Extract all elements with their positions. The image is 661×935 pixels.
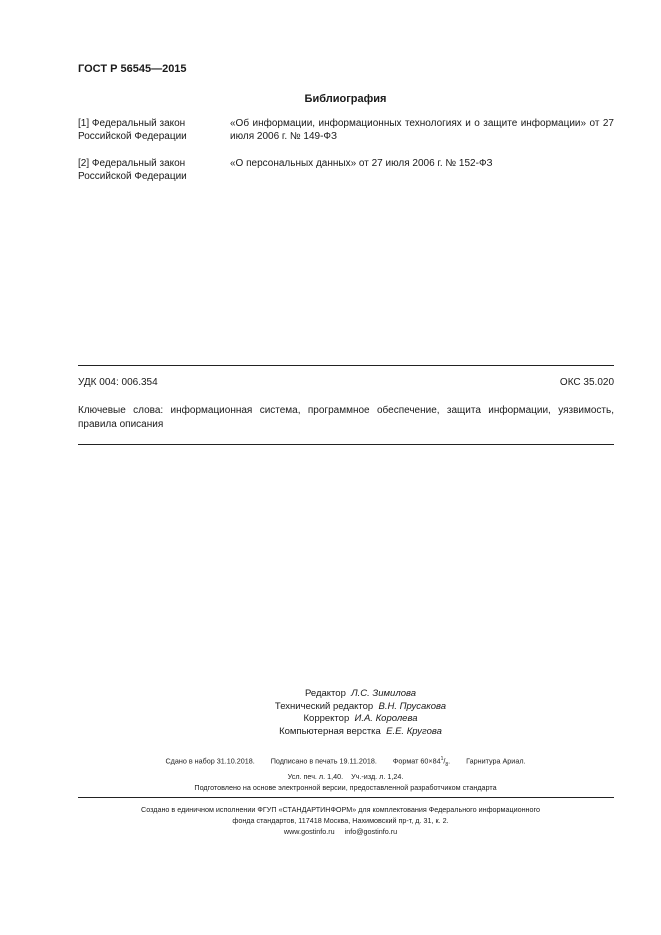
typeface: Гарнитура Ариал. (466, 756, 526, 766)
bibliography-entry-1-text: «Об информации, информационных технологиях и о защите информации» от 27 июля 2006 г. № 149-ФЗ (230, 118, 614, 142)
imprint-prepared: Подготовлено на основе электронной версии, предоставленной разработчиком стандарта (194, 782, 497, 792)
entry-source-type: Федеральный закон (91, 118, 186, 129)
credit-role: Корректор (303, 713, 350, 724)
credit-name: И.А. Королева (354, 713, 418, 724)
format-numerator: 1 (440, 756, 444, 762)
entry-source-type: Федеральный закон (91, 158, 186, 169)
bibliography-entry-2-text: «О персональных данных» от 27 июля 2006 г. № 152-ФЗ (230, 158, 493, 169)
credit-layout (60, 726, 661, 739)
bibliography-entry-2-source (78, 157, 208, 183)
oks-code: ОКС 35.020 (559, 377, 614, 388)
entry-number: [2] (78, 158, 90, 169)
format: Формат 60×84 (392, 756, 441, 766)
entry-number: [1] (78, 118, 90, 129)
credit-role: Компьютерная верстка (279, 725, 381, 737)
print-sheets: Усл. печ. л. 1,40. (287, 771, 344, 781)
credit-name: В.Н. Прусакова (378, 700, 447, 712)
publisher-info (0, 804, 661, 837)
credits (0, 688, 661, 738)
publisher-contacts (20, 826, 661, 837)
credit-role: Редактор (304, 688, 346, 699)
imprint (0, 754, 661, 793)
publisher-line-2: фонда стандартов, 117418 Москва, Нахимовский пр-т, д. 31, к. 2. (232, 816, 449, 825)
publisher-line-1: Создано в единичном исполнении ФГУП «СТАНДАРТИНФОРМ» для комплектования Федерального информационного (141, 805, 540, 814)
publication-sheets: Уч.-изд. л. 1,24. (351, 771, 404, 781)
udk-code: УДК 004: 006.354 (78, 377, 158, 388)
format-denominator: 8 (445, 761, 449, 768)
divider-bottom (78, 797, 614, 798)
submitted-date: Сдано в набор 31.10.2018. (165, 756, 255, 766)
signed-date: Подписано в печать 19.11.2018. (270, 756, 377, 766)
entry-source-country: Российской Федерации (78, 171, 187, 182)
entry-source-country: Российской Федерации (78, 131, 187, 142)
credit-editor (60, 688, 661, 701)
credit-tech-editor (60, 701, 661, 714)
keywords: Ключевые слова: информационная система, программное обеспечение, защита информации, уязвимость, правила описания (78, 405, 614, 430)
bibliography-title: Библиография (304, 93, 387, 105)
imprint-line-2 (30, 771, 661, 782)
credit-name: Е.Е. Кругова (386, 725, 442, 737)
credit-name: Л.С. Зимилова (351, 688, 417, 699)
credit-role: Технический редактор (274, 700, 374, 712)
credit-proofreader (60, 713, 661, 726)
divider-keywords (78, 444, 614, 445)
website-link[interactable]: www.gostinfo.ru (283, 827, 335, 836)
email-link[interactable]: info@gostinfo.ru (344, 827, 398, 836)
bibliography-entry-1-source (78, 117, 208, 143)
imprint-line-1: Сдано в набор 31.10.2018. Подписано в печать 19.11.2018. Формат $60\times 84^1/_8$. Гарнитура Ариал. (165, 756, 526, 768)
document-code: ГОСТ Р 56545—2015 (78, 63, 187, 75)
divider-top (78, 365, 614, 366)
